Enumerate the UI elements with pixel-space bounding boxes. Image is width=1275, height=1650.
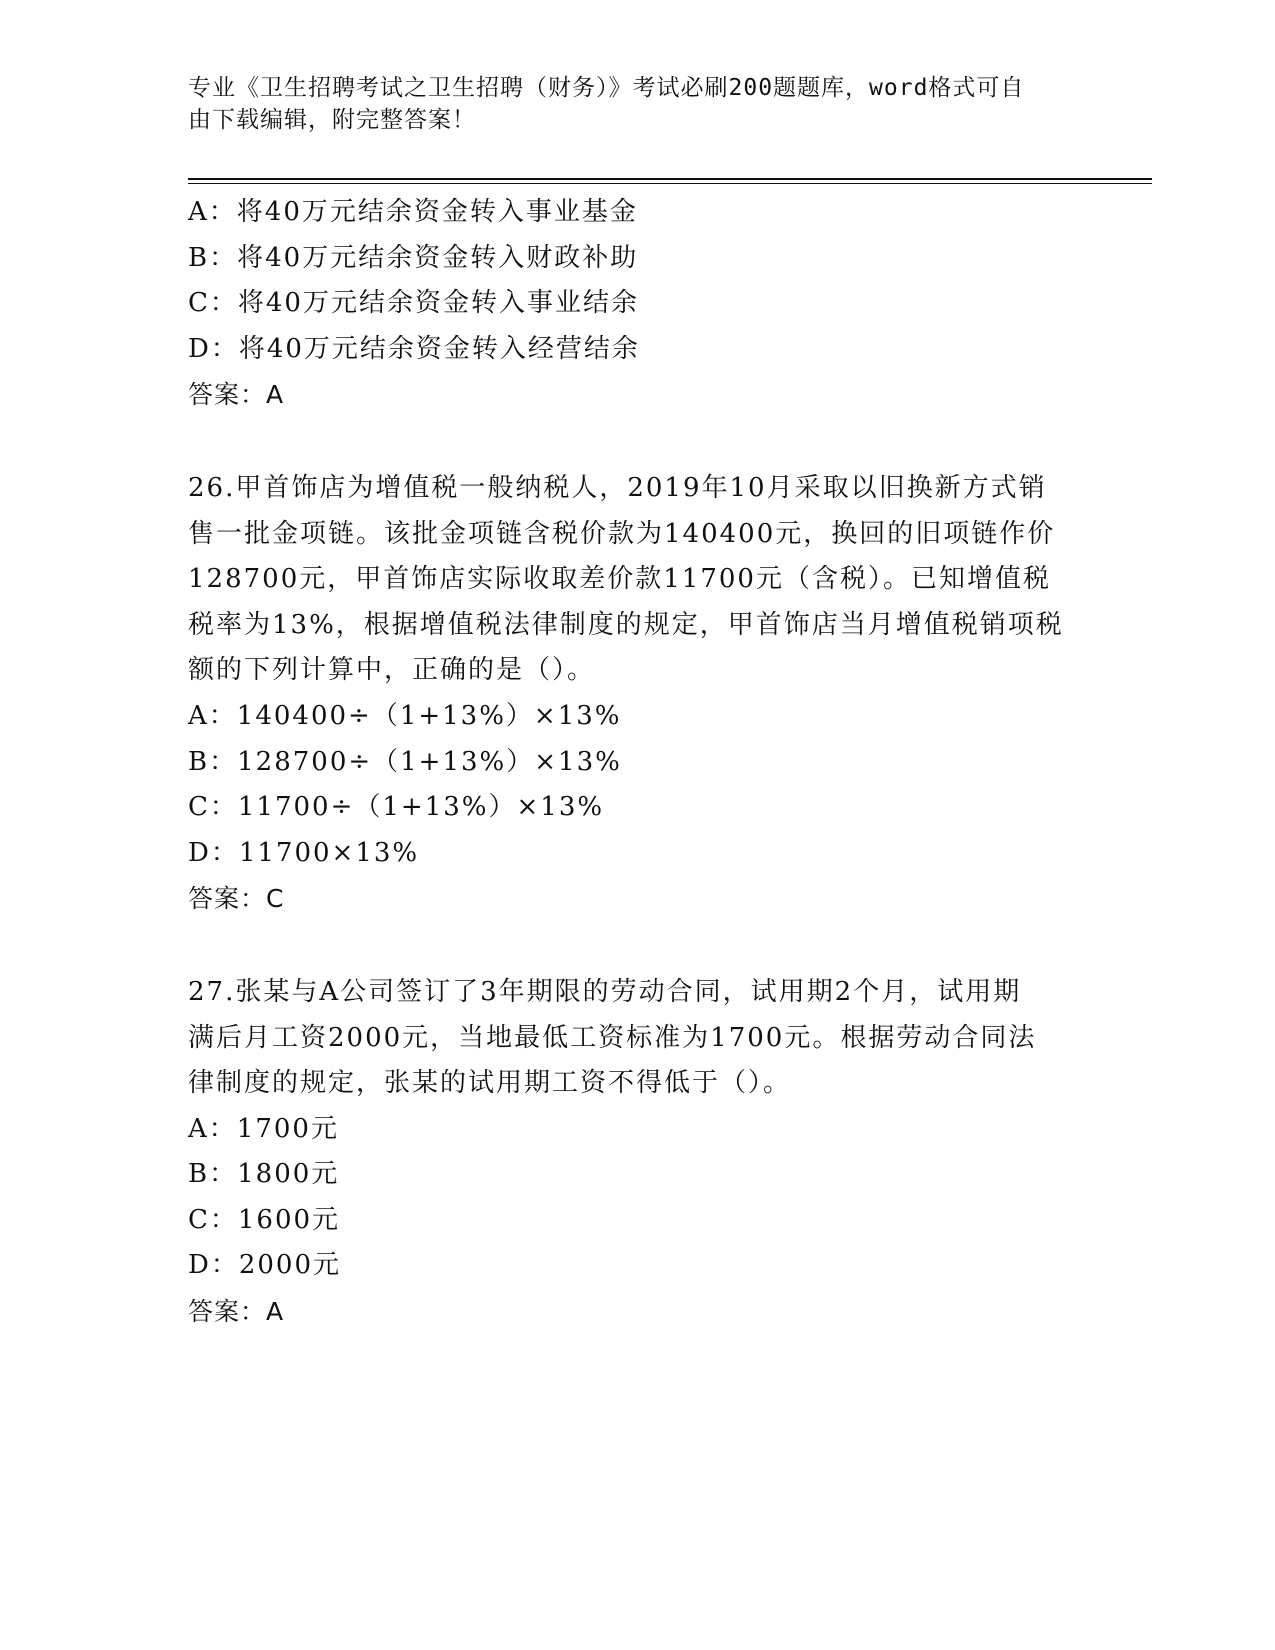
question-content: [188, 190, 1088, 1335]
question-26-text: [188, 466, 1088, 694]
option-b: B：128700÷（1+13%）×13%: [188, 746, 622, 777]
option-a: A：140400÷（1+13%）×13%: [188, 700, 622, 731]
question-27-text: [188, 970, 1088, 1107]
header-divider-thin: [188, 183, 1152, 184]
option-d: D：2000元: [188, 1250, 342, 1281]
option-c: C：将40万元结余资金转入事业结余: [188, 288, 639, 319]
question-text-line: 26.甲首饰店为增值税一般纳税人，2019年10月采取以旧换新方式销: [188, 472, 1047, 503]
answer-line: 答案：A: [188, 380, 285, 410]
option-c: C：11700÷（1+13%）×13%: [188, 792, 605, 823]
option-b: B：1800元: [188, 1159, 340, 1190]
question-spacer: [188, 922, 1088, 970]
option-a: A：1700元: [188, 1113, 339, 1144]
question-spacer: [188, 418, 1088, 466]
document-header: [188, 72, 1088, 136]
option-a: A：将40万元结余资金转入事业基金: [188, 197, 638, 227]
question-text-line: 满后月工资2000元，当地最低工资标准为1700元。根据劳动合同法: [188, 1022, 1037, 1053]
question-text-line: 128700元，甲首饰店实际收取差价款11700元（含税）。已知增值税: [188, 564, 1051, 595]
question-26-block: [188, 466, 1088, 922]
header-line-1: 专业《卫生招聘考试之卫生招聘（财务）》考试必刷200题题库，word格式可自: [188, 75, 1025, 101]
question-text-line: 税率为13%，根据增值税法律制度的规定，甲首饰店当月增值税销项税: [188, 609, 1064, 640]
option-d: D：11700×13%: [188, 837, 420, 868]
header-divider-thick: [188, 178, 1152, 180]
question-27-block: [188, 970, 1088, 1335]
option-b: B：将40万元结余资金转入财政补助: [188, 242, 639, 273]
question-text-line: 额的下列计算中，正确的是（）。: [188, 655, 596, 686]
question-text-line: 售一批金项链。该批金项链含税价款为140400元，换回的旧项链作价: [188, 518, 1056, 549]
option-c: C：1600元: [188, 1204, 341, 1235]
question-text-line: 律制度的规定，张某的试用期工资不得低于（）。: [188, 1068, 792, 1099]
answer-line: 答案：A: [188, 1297, 285, 1327]
option-d: D：将40万元结余资金转入经营结余: [188, 333, 640, 364]
question-25-block: [188, 190, 1088, 418]
answer-line: 答案：C: [188, 884, 285, 914]
header-line-2: 由下载编辑，附完整答案！: [188, 107, 476, 133]
question-text-line: 27.张某与A公司签订了3年期限的劳动合同，试用期2个月，试用期: [188, 976, 1022, 1007]
